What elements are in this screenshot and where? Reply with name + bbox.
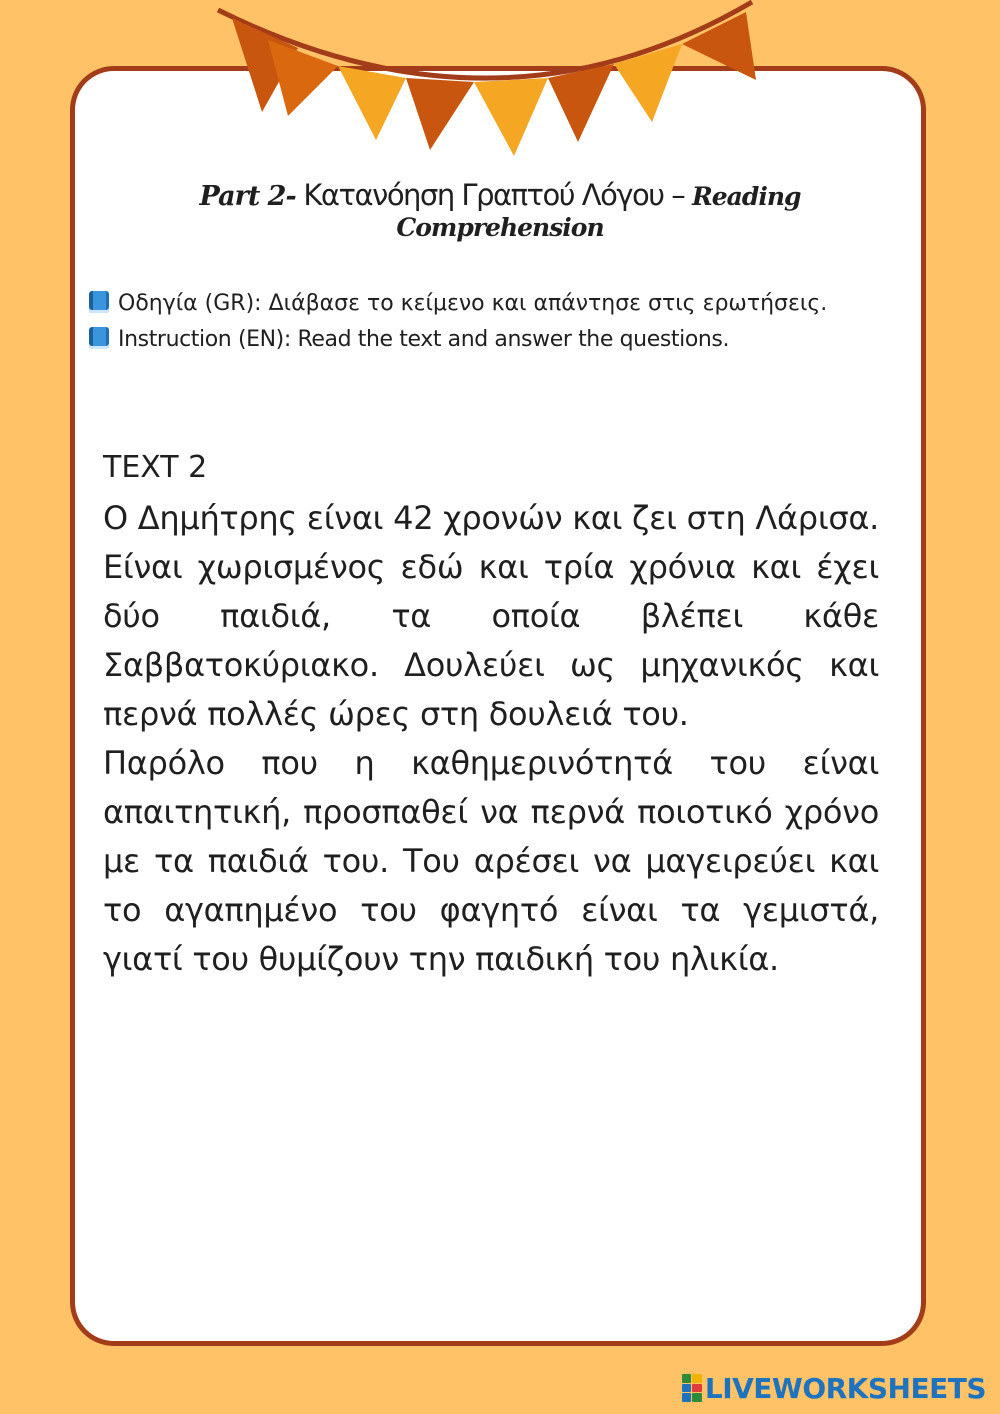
flag-5 bbox=[474, 78, 548, 156]
instruction-greek: Οδηγία (GR): Διάβασε το κείμενο και απάντησε στις ερωτήσεις. bbox=[118, 291, 828, 316]
logo-mark-icon bbox=[682, 1374, 702, 1402]
page-title bbox=[100, 178, 900, 245]
title-english-2: Comprehension bbox=[396, 213, 604, 242]
instructions bbox=[89, 286, 879, 358]
book-icon bbox=[89, 291, 109, 313]
flag-4 bbox=[406, 78, 474, 150]
title-greek: Κατανόηση Γραπτού Λόγου – bbox=[295, 178, 692, 212]
instruction-english-row bbox=[89, 322, 879, 358]
flag-3 bbox=[338, 66, 406, 140]
flag-6 bbox=[548, 64, 614, 142]
reading-text bbox=[103, 444, 879, 984]
logo-text: LIVEWORKSHEETS bbox=[704, 1371, 986, 1405]
liveworksheets-logo bbox=[682, 1368, 986, 1408]
instruction-english: Instruction (EN): Read the text and answer the questions. bbox=[118, 327, 730, 352]
title-english-1: Reading bbox=[691, 182, 801, 211]
paragraph-1: Ο Δημήτρης είναι 42 χρονών και ζει στη Λάρισα. Είναι χωρισμένος εδώ και τρία χρόνια και έχει δύο παιδιά, τα οποία βλέπει κάθε Σαββατοκύριακο. Δουλεύει ως μηχανικός και περνά πολλές ώρες στη δουλειά του. bbox=[103, 499, 879, 733]
instruction-greek-row bbox=[89, 286, 879, 322]
paragraph-2: Παρόλο που η καθημερινότητά του είναι απαιτητική, προσπαθεί να περνά ποιοτικό χρόνο με τα παιδιά του. Του αρέσει να μαγειρεύει και το αγαπημένο του φαγητό είναι τα γεμιστά, γιατί του θυμίζουν την παιδική του ηλικία. bbox=[103, 744, 879, 978]
book-icon bbox=[89, 327, 109, 349]
text-heading: TEXT 2 bbox=[103, 450, 208, 485]
bunting-garland bbox=[0, 0, 1000, 180]
title-part: Part 2- bbox=[199, 181, 296, 212]
